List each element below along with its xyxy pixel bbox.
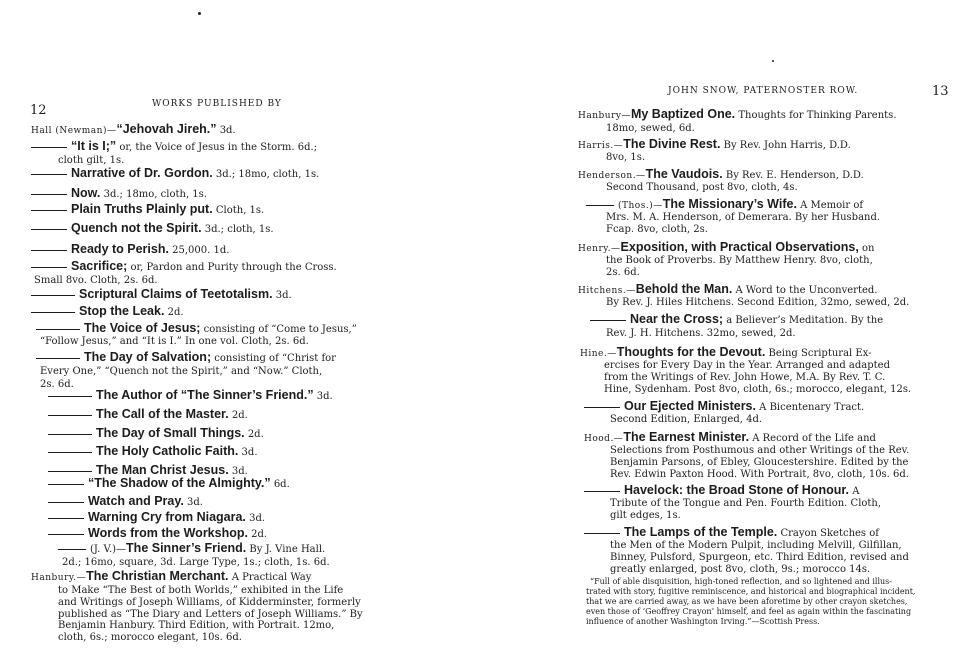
entry-line: Havelock: the Broad Stone of Honour. A: [584, 485, 859, 497]
entry-line: ercises for Every Day in the Year. Arranged and adapted: [604, 360, 890, 371]
review-quote-line: influence of another Washington Irving.”—Scottish Press.: [586, 617, 820, 626]
entry-line: Hitchens.—Behold the Man. A Word to the Unconverted.: [578, 282, 878, 296]
ink-speck: [198, 12, 201, 15]
entry-line: Every One,” “Quench not the Spirit,” and “Now.” Cloth,: [40, 366, 323, 377]
entry-line: (Thos.)—The Missionary’s Wife. A Memoir of: [586, 199, 863, 212]
entry-line: Quench not the Spirit. 3d.; cloth, 1s.: [31, 223, 274, 235]
entry-line: cloth gilt, 1s.: [58, 155, 125, 166]
entry-line: cloth, 6s.; morocco elegant, 10s. 6d.: [58, 632, 242, 643]
running-head-left: WORKS PUBLISHED BY: [152, 99, 282, 109]
entry-line: Fcap. 8vo, cloth, 2s.: [606, 224, 708, 235]
entry-line: Narrative of Dr. Gordon. 3d.; 18mo, cloth, 1s.: [31, 168, 319, 180]
entry-line: 8vo, 1s.: [606, 152, 646, 163]
entry-line: The Day of Salvation; consisting of “Christ for: [36, 352, 336, 364]
entry-line: Words from the Workshop. 2d.: [48, 528, 267, 540]
entry-line: greatly enlarged, post 8vo, cloth, 9s.; morocco 14s.: [610, 564, 871, 575]
ink-speck: [772, 60, 774, 62]
entry-line: 18mo, sewed, 6d.: [606, 123, 695, 134]
entry-line: (J. V.)—The Sinner’s Friend. By J. Vine Hall.: [58, 543, 325, 555]
entry-line: The Voice of Jesus; consisting of “Come to Jesus,”: [36, 323, 357, 335]
entry-line: Warning Cry from Niagara. 3d.: [48, 512, 265, 524]
entry-line: Hine, Sydenham. Post 8vo, cloth, 6s.; morocco, elegant, 12s.: [604, 384, 912, 395]
entry-line: The Holy Catholic Faith. 3d.: [48, 446, 258, 458]
entry-line: The Call of the Master. 2d.: [48, 409, 248, 421]
entry-line: Plain Truths Plainly put. Cloth, 1s.: [31, 204, 264, 216]
entry-line: to Make “The Best of both Worlds,” exhibited in the Life: [58, 585, 344, 596]
review-quote-line: “Full of able disquisition, high-toned reflection, and so lightened and illus-: [590, 577, 892, 586]
entry-line: Selections from Posthumous and other Writings of the Rev.: [610, 445, 910, 456]
entry-line: “Follow Jesus,” and “It is I.” In one vol. Cloth, 2s. 6d.: [40, 336, 309, 347]
entry-line: The Man Christ Jesus. 3d.: [48, 465, 248, 477]
entry-line: “It is I;” or, the Voice of Jesus in the Storm. 6d.;: [31, 141, 317, 153]
entry-line: Second Edition, Enlarged, 4d.: [610, 414, 763, 425]
entry-line: Watch and Pray. 3d.: [48, 496, 203, 508]
entry-line: Henderson.—The Vaudois. By Rev. E. Henderson, D.D.: [578, 167, 864, 181]
entry-line: Binney, Pulsford, Spurgeon, etc. Third Edition, revised and: [610, 552, 909, 563]
entry-line: Rev. Edwin Paxton Hood. With Portrait, 8vo, cloth, 10s. 6d.: [610, 469, 909, 480]
entry-line: Hanbury.—The Christian Merchant. A Practical Way: [31, 569, 312, 583]
review-quote-line: trated with story, fugitive reminiscence, and historical and biographical incident,: [586, 587, 916, 596]
entry-line: Sacrifice; or, Pardon and Purity through the Cross.: [31, 261, 337, 273]
entry-line: The Day of Small Things. 2d.: [48, 428, 264, 440]
entry-line: By Rev. J. Hiles Hitchens. Second Edition, 32mo, sewed, 2d.: [606, 297, 910, 308]
entry-line: Hanbury—My Baptized One. Thoughts for Thinking Parents.: [578, 107, 897, 121]
entry-line: gilt edges, 1s.: [610, 510, 681, 521]
entry-line: published as “The Diary and Letters of Joseph Williams.” By: [58, 609, 363, 620]
entry-line: the Men of the Modern Pulpit, including Melvill, Gilfillan,: [610, 540, 902, 551]
entry-line: Hine.—Thoughts for the Devout. Being Scriptural Ex-: [580, 345, 872, 359]
review-quote-line: that we are carried away, as we have been aforetime by other crayon sketches,: [586, 597, 908, 606]
entry-line: Hall (Newman)—“Jehovah Jireh.” 3d.: [31, 122, 236, 136]
entry-line: Now. 3d.; 18mo, cloth, 1s.: [31, 188, 207, 200]
entry-line: Harris.—The Divine Rest. By Rev. John Harris, D.D.: [578, 137, 851, 151]
entry-line: from the Writings of Rev. John Howe, M.A. By Rev. T. C.: [604, 372, 886, 383]
entry-line: 2d.; 16mo, square, 3d. Large Type, 1s.; cloth, 1s. 6d.: [62, 557, 330, 568]
entry-line: 2s. 6d.: [606, 267, 640, 278]
entry-line: 2s. 6d.: [40, 379, 74, 390]
page-number-left: 12: [30, 103, 47, 118]
entry-line: Stop the Leak. 2d.: [31, 306, 184, 318]
entry-line: Scriptural Claims of Teetotalism. 3d.: [31, 289, 292, 301]
entry-line: Ready to Perish. 25,000. 1d.: [31, 244, 229, 256]
right-page: [490, 0, 980, 668]
review-quote-line: even those of ‘Geoffrey Crayon’ himself, and feel as again within the fascinating: [586, 607, 912, 616]
running-head-right: JOHN SNOW, PATERNOSTER ROW.: [668, 86, 859, 96]
page-number-right: 13: [932, 84, 949, 99]
entry-line: Near the Cross; a Believer’s Meditation. By the: [590, 314, 883, 326]
entry-line: Second Thousand, post 8vo, cloth, 4s.: [606, 182, 798, 193]
entry-line: The Lamps of the Temple. Crayon Sketches of: [584, 527, 879, 539]
entry-line: Tribute of the Tongue and Pen. Fourth Edition. Cloth,: [610, 498, 882, 509]
entry-line: Rev. J. H. Hitchens. 32mo, sewed, 2d.: [606, 328, 796, 339]
entry-line: Small 8vo. Cloth, 2s. 6d.: [34, 275, 158, 286]
entry-line: Henry.—Exposition, with Practical Observations, on: [578, 240, 875, 254]
entry-line: Hood.—The Earnest Minister. A Record of the Life and: [584, 430, 876, 444]
entry-line: The Author of “The Sinner’s Friend.” 3d.: [48, 390, 333, 402]
entry-line: “The Shadow of the Almighty.” 6d.: [48, 478, 290, 490]
entry-line: Mrs. M. A. Henderson, of Demerara. By her Husband.: [606, 212, 881, 223]
entry-line: Benjamin Hanbury. Third Edition, with Portrait. 12mo,: [58, 620, 335, 631]
entry-line: Benjamin Parsons, of Ebley, Gloucestershire. Edited by the: [610, 457, 909, 468]
entry-line: the Book of Proverbs. By Matthew Henry. 8vo, cloth,: [606, 255, 873, 266]
entry-line: Our Ejected Ministers. A Bicentenary Tract.: [584, 401, 864, 413]
entry-line: and Writings of Joseph Williams, of Kidderminster, formerly: [58, 597, 361, 608]
